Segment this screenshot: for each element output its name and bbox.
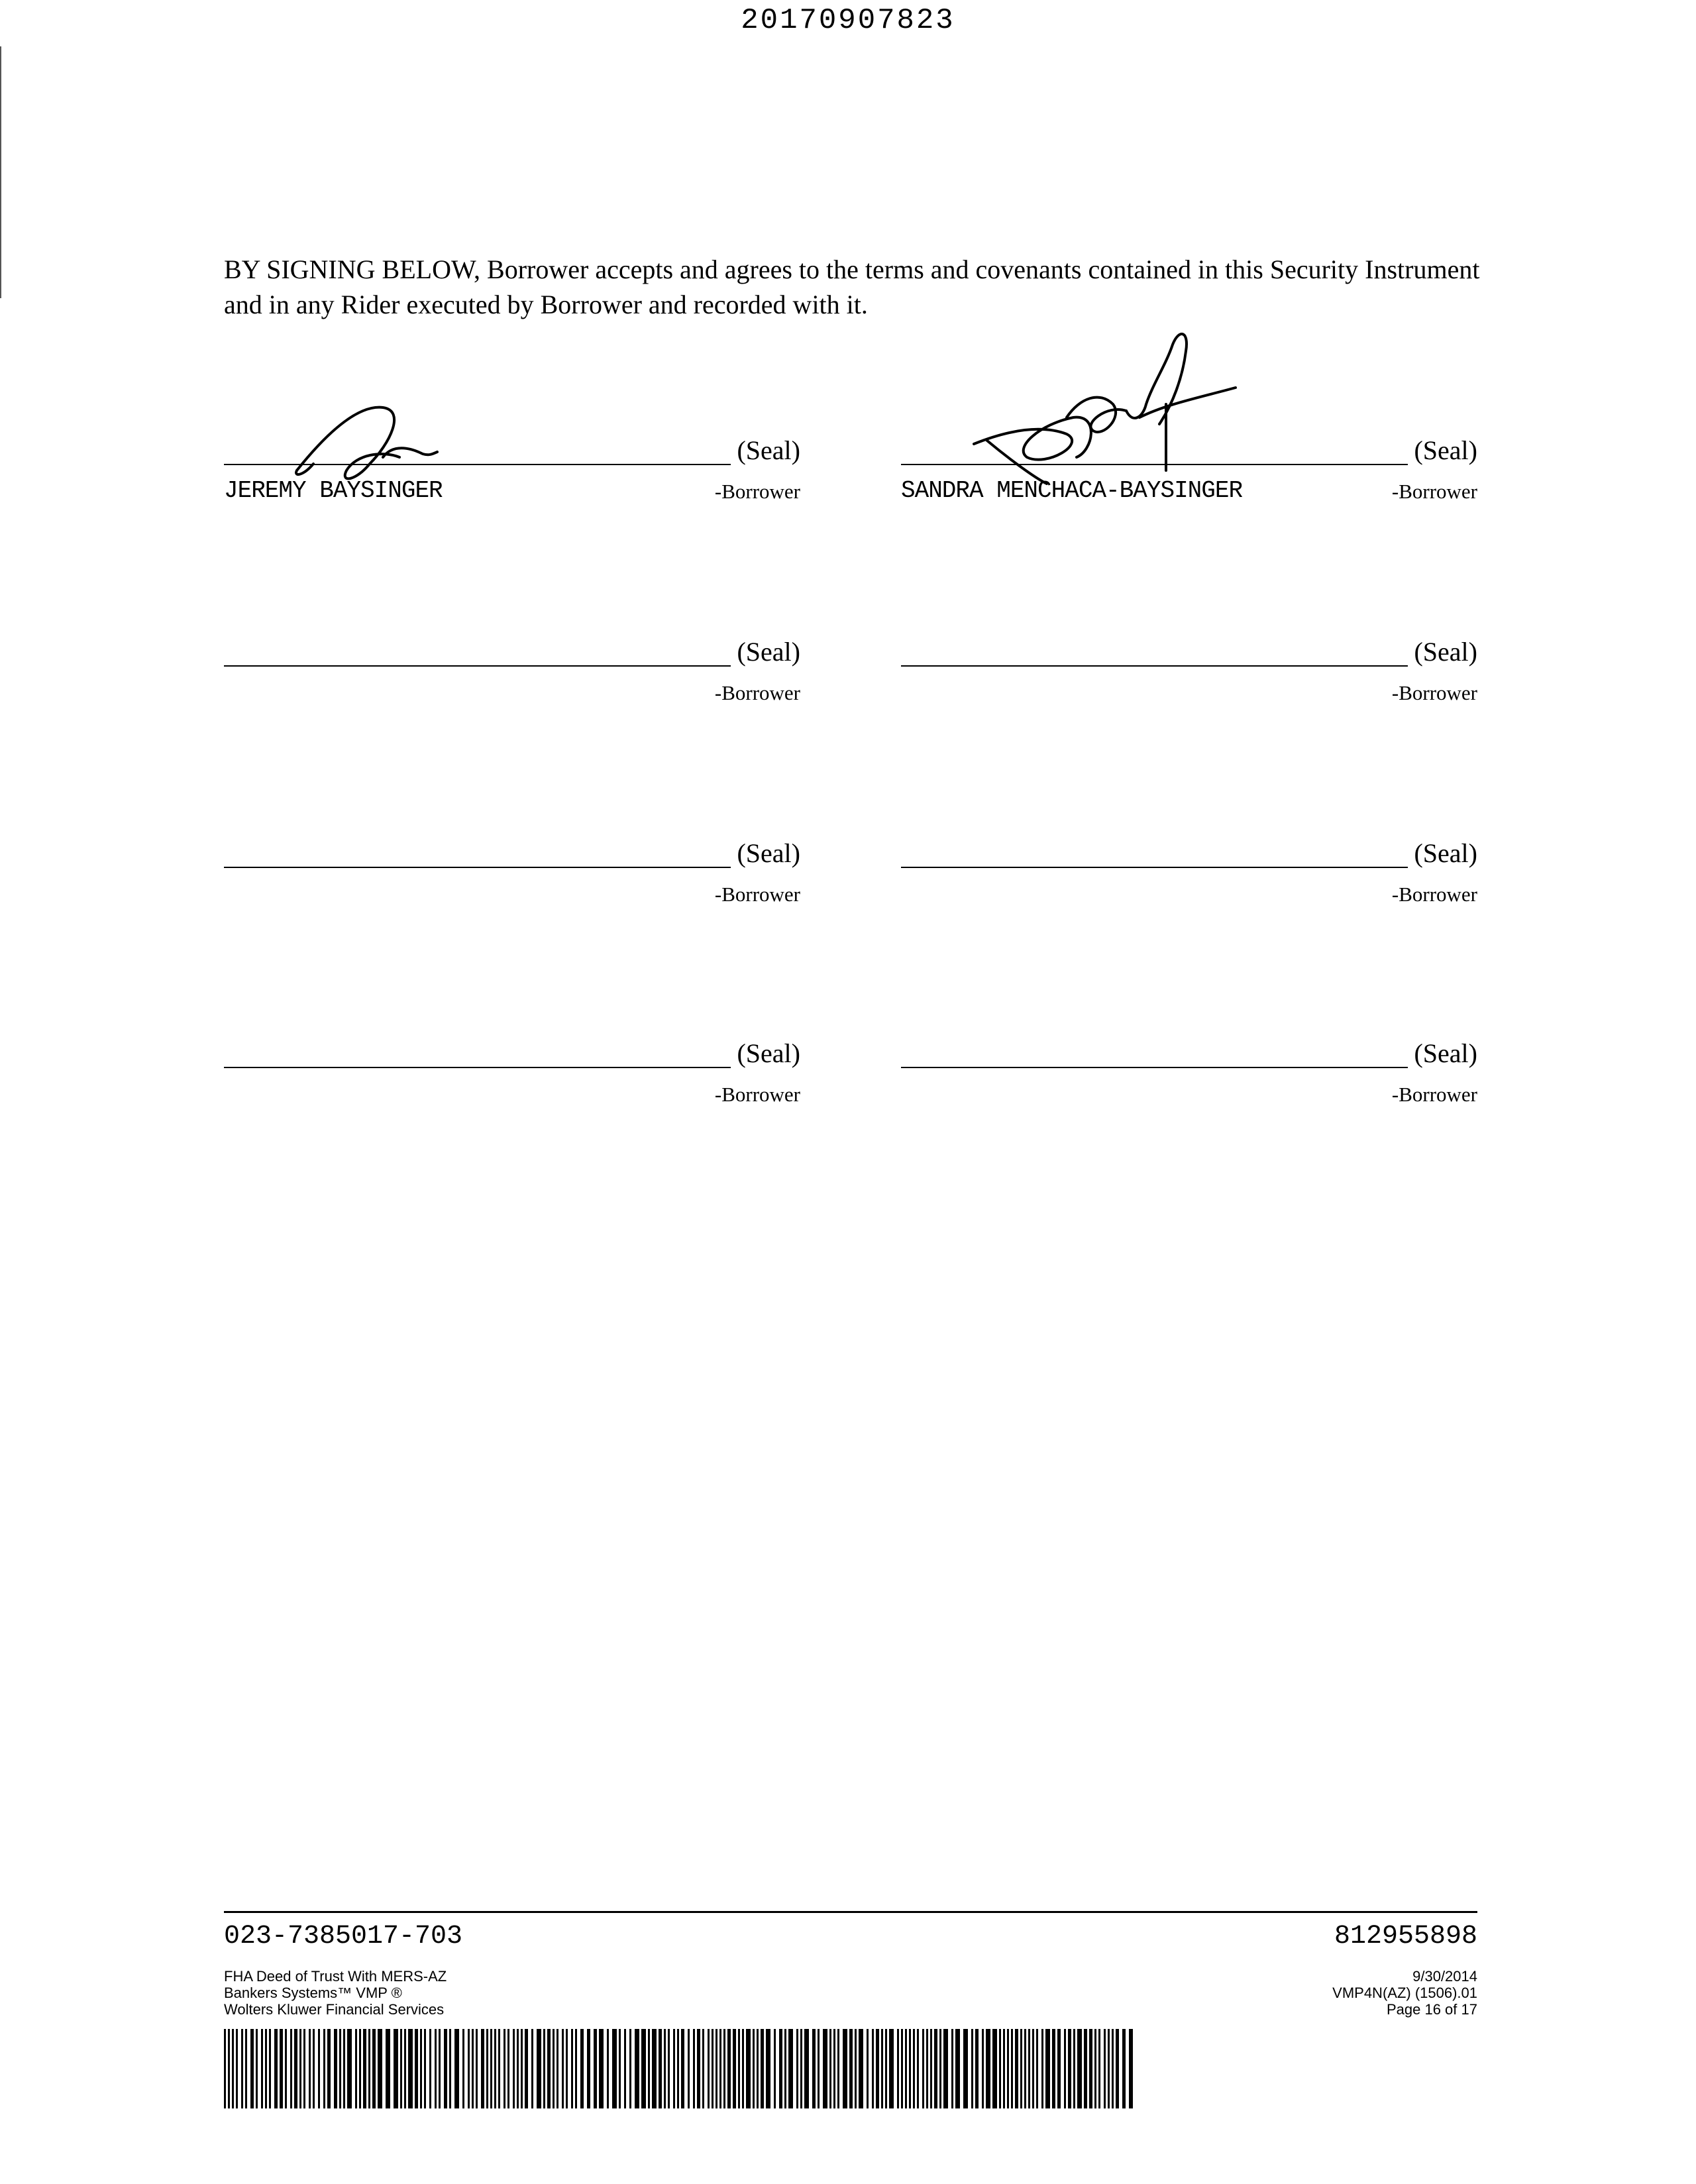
barcode-bar bbox=[818, 2029, 820, 2108]
role-label: -Borrower bbox=[714, 480, 800, 503]
seal-label: (Seal) bbox=[1414, 435, 1477, 465]
barcode-bar bbox=[543, 2029, 545, 2108]
barcode-bar bbox=[1052, 2029, 1055, 2108]
barcode-bar bbox=[299, 2029, 301, 2108]
barcode-bar bbox=[359, 2029, 361, 2108]
signer-name: JEREMY BAYSINGER bbox=[224, 477, 443, 504]
barcode-bar bbox=[444, 2029, 447, 2108]
barcode-bar bbox=[757, 2029, 759, 2108]
barcode-bar bbox=[462, 2029, 464, 2108]
barcode-bar bbox=[580, 2029, 584, 2108]
barcode-bar bbox=[784, 2029, 786, 2108]
barcode-bar bbox=[1020, 2029, 1022, 2108]
barcode-bar bbox=[885, 2029, 887, 2108]
barcode-bar bbox=[702, 2029, 704, 2108]
barcode-bar bbox=[498, 2029, 500, 2108]
barcode-bar bbox=[318, 2029, 320, 2108]
barcode-bar bbox=[521, 2029, 523, 2108]
barcode-bar bbox=[939, 2029, 941, 2108]
barcode-bar bbox=[955, 2029, 960, 2108]
handwritten-signature-1 bbox=[284, 398, 522, 497]
barcode-bar bbox=[269, 2029, 271, 2108]
barcode-bar bbox=[594, 2029, 597, 2108]
seal-label: (Seal) bbox=[1414, 1038, 1477, 1068]
publisher-line: Bankers Systems™ VMP ® bbox=[224, 1985, 402, 2001]
barcode-bar bbox=[648, 2029, 650, 2108]
barcode-bar bbox=[897, 2029, 899, 2108]
barcode-bar bbox=[693, 2029, 695, 2108]
barcode-bar bbox=[408, 2029, 413, 2108]
barcode-bar bbox=[566, 2029, 568, 2108]
company-name: Wolters Kluwer Financial Services bbox=[224, 2001, 445, 2018]
barcode-bar bbox=[556, 2029, 558, 2108]
barcode-bar bbox=[400, 2029, 402, 2108]
recording-number: 20170907823 bbox=[741, 4, 955, 37]
barcode-bar bbox=[652, 2029, 657, 2108]
seal-label: (Seal) bbox=[737, 435, 800, 465]
barcode-bar bbox=[236, 2029, 238, 2108]
barcode-bar bbox=[1064, 2029, 1066, 2108]
barcode-bar bbox=[424, 2029, 426, 2108]
form-info-right bbox=[1332, 1968, 1477, 2018]
barcode-bar bbox=[922, 2029, 924, 2108]
barcode-bar bbox=[833, 2029, 835, 2108]
barcode-bar bbox=[812, 2029, 816, 2108]
barcode-bar bbox=[823, 2029, 827, 2108]
form-date: 9/30/2014 bbox=[1412, 1968, 1477, 1985]
barcode-bar bbox=[1041, 2029, 1043, 2108]
barcode-bar bbox=[339, 2029, 341, 2108]
barcode-bar bbox=[629, 2029, 631, 2108]
barcode-bar bbox=[486, 2029, 488, 2108]
loan-number: 023-7385017-703 bbox=[224, 1922, 463, 1951]
barcode-bar bbox=[454, 2029, 459, 2108]
barcode-bar bbox=[641, 2029, 646, 2108]
seal-label: (Seal) bbox=[1414, 637, 1477, 667]
barcode-bar bbox=[439, 2029, 441, 2108]
barcode-bar bbox=[779, 2029, 782, 2108]
barcode-bar bbox=[241, 2029, 243, 2108]
barcode-bar bbox=[843, 2029, 847, 2108]
barcode-bar bbox=[334, 2029, 337, 2108]
barcode-bar bbox=[986, 2029, 990, 2108]
barcode-bar bbox=[274, 2029, 278, 2108]
barcode-bar bbox=[404, 2029, 406, 2108]
barcode-bar bbox=[313, 2029, 315, 2108]
barcode-bar bbox=[708, 2029, 710, 2108]
barcode-bar bbox=[829, 2029, 831, 2108]
barcode-bar bbox=[494, 2029, 496, 2108]
barcode-bar bbox=[1077, 2029, 1082, 2108]
barcode-bar bbox=[905, 2029, 907, 2108]
barcode-bar bbox=[934, 2029, 937, 2108]
signature-line bbox=[901, 665, 1408, 667]
signature-block-6 bbox=[901, 827, 1477, 926]
barcode bbox=[224, 2029, 1133, 2108]
barcode-bar bbox=[1068, 2029, 1071, 2108]
barcode-bar bbox=[913, 2029, 915, 2108]
form-code: VMP4N(AZ) (1506).01 bbox=[1332, 1985, 1477, 2001]
barcode-bar bbox=[1112, 2029, 1114, 2108]
barcode-bar bbox=[327, 2029, 331, 2108]
barcode-bar bbox=[664, 2029, 666, 2108]
form-info-left bbox=[224, 1968, 447, 2018]
signature-line bbox=[224, 665, 731, 667]
signature-block-1 bbox=[224, 424, 800, 523]
barcode-bar bbox=[746, 2029, 751, 2108]
barcode-bar bbox=[673, 2029, 675, 2108]
barcode-bar bbox=[723, 2029, 725, 2108]
barcode-bar bbox=[727, 2029, 731, 2108]
signature-line bbox=[901, 1067, 1408, 1068]
barcode-bar bbox=[490, 2029, 492, 2108]
barcode-bar bbox=[504, 2029, 505, 2108]
barcode-bar bbox=[347, 2029, 352, 2108]
barcode-bar bbox=[294, 2029, 297, 2108]
barcode-bar bbox=[742, 2029, 744, 2108]
barcode-bar bbox=[872, 2029, 874, 2108]
barcode-bar bbox=[1116, 2029, 1119, 2108]
seal-label: (Seal) bbox=[1414, 838, 1477, 868]
role-label: -Borrower bbox=[714, 883, 800, 906]
barcode-bar bbox=[909, 2029, 911, 2108]
barcode-bar bbox=[951, 2029, 953, 2108]
barcode-bar bbox=[355, 2029, 357, 2108]
barcode-bar bbox=[224, 2029, 226, 2108]
barcode-bar bbox=[1108, 2029, 1110, 2108]
barcode-bar bbox=[372, 2029, 376, 2108]
barcode-bar bbox=[363, 2029, 366, 2108]
barcode-bar bbox=[804, 2029, 809, 2108]
barcode-bar bbox=[881, 2029, 883, 2108]
barcode-bar bbox=[228, 2029, 230, 2108]
barcode-bar bbox=[517, 2029, 519, 2108]
barcode-bar bbox=[472, 2029, 474, 2108]
barcode-bar bbox=[943, 2029, 948, 2108]
role-label: -Borrower bbox=[1391, 883, 1477, 906]
barcode-bar bbox=[429, 2029, 431, 2108]
barcode-bar bbox=[303, 2029, 305, 2108]
barcode-bar bbox=[435, 2029, 437, 2108]
barcode-bar bbox=[901, 2029, 903, 2108]
barcode-bar bbox=[1104, 2029, 1106, 2108]
scan-edge-line bbox=[0, 46, 1, 298]
barcode-bar bbox=[719, 2029, 721, 2108]
barcode-bar bbox=[232, 2029, 234, 2108]
barcode-bar bbox=[537, 2029, 541, 2108]
role-label: -Borrower bbox=[1391, 681, 1477, 704]
barcode-bar bbox=[415, 2029, 418, 2108]
barcode-bar bbox=[1032, 2029, 1034, 2108]
signature-block-5 bbox=[224, 827, 800, 926]
barcode-bar bbox=[796, 2029, 798, 2108]
barcode-bar bbox=[774, 2029, 776, 2108]
role-label: -Borrower bbox=[714, 1083, 800, 1106]
barcode-bar bbox=[963, 2029, 968, 2108]
barcode-bar bbox=[1098, 2029, 1100, 2108]
barcode-bar bbox=[788, 2029, 793, 2108]
footer-divider bbox=[224, 1911, 1477, 1913]
barcode-bar bbox=[368, 2029, 370, 2108]
barcode-bar bbox=[716, 2029, 717, 2108]
barcode-bar bbox=[531, 2029, 533, 2108]
barcode-bar bbox=[1084, 2029, 1087, 2108]
form-title: FHA Deed of Trust With MERS-AZ bbox=[224, 1968, 447, 1985]
barcode-bar bbox=[635, 2029, 639, 2108]
barcode-bar bbox=[975, 2029, 979, 2108]
barcode-bar bbox=[250, 2029, 254, 2108]
barcode-bar bbox=[837, 2029, 839, 2108]
barcode-bar bbox=[587, 2029, 590, 2108]
barcode-bar bbox=[926, 2029, 928, 2108]
barcode-bar bbox=[1011, 2029, 1013, 2108]
barcode-bar bbox=[889, 2029, 894, 2108]
seal-label: (Seal) bbox=[737, 838, 800, 868]
seal-label: (Seal) bbox=[737, 637, 800, 667]
barcode-bar bbox=[553, 2029, 555, 2108]
barcode-bar bbox=[738, 2029, 740, 2108]
barcode-bar bbox=[323, 2029, 325, 2108]
barcode-bar bbox=[285, 2029, 287, 2108]
role-label: -Borrower bbox=[714, 681, 800, 704]
barcode-bar bbox=[449, 2029, 451, 2108]
barcode-bar bbox=[245, 2029, 247, 2108]
barcode-bar bbox=[624, 2029, 626, 2108]
barcode-bar bbox=[513, 2029, 515, 2108]
barcode-bar bbox=[1028, 2029, 1030, 2108]
barcode-bar bbox=[1024, 2029, 1026, 2108]
barcode-bar bbox=[849, 2029, 853, 2108]
signature-block-7 bbox=[224, 1027, 800, 1126]
barcode-bar bbox=[507, 2029, 509, 2108]
barcode-bar bbox=[855, 2029, 857, 2108]
barcode-bar bbox=[1003, 2029, 1005, 2108]
barcode-bar bbox=[1073, 2029, 1075, 2108]
role-label: -Borrower bbox=[1391, 480, 1477, 503]
barcode-bar bbox=[668, 2029, 670, 2108]
barcode-bar bbox=[547, 2029, 551, 2108]
min-number: 812955898 bbox=[1334, 1922, 1477, 1951]
barcode-bar bbox=[394, 2029, 398, 2108]
barcode-bar bbox=[599, 2029, 604, 2108]
barcode-bar bbox=[733, 2029, 736, 2108]
barcode-bar bbox=[766, 2029, 770, 2108]
intro-paragraph: BY SIGNING BELOW, Borrower accepts and agrees to the terms and covenants contained in this Security Instrument and in any Rider executed by Borrower and recorded with it. bbox=[224, 254, 1480, 319]
barcode-bar bbox=[761, 2029, 764, 2108]
barcode-bar bbox=[562, 2029, 564, 2108]
barcode-bar bbox=[261, 2029, 263, 2108]
signature-block-4 bbox=[901, 626, 1477, 725]
barcode-bar bbox=[1015, 2029, 1018, 2108]
barcode-bar bbox=[859, 2029, 863, 2108]
barcode-bar bbox=[280, 2029, 283, 2108]
barcode-bar bbox=[619, 2029, 621, 2108]
signature-block-2 bbox=[901, 424, 1477, 523]
barcode-bar bbox=[607, 2029, 609, 2108]
barcode-bar bbox=[1129, 2029, 1133, 2108]
barcode-bar bbox=[256, 2029, 258, 2108]
barcode-bar bbox=[867, 2029, 869, 2108]
signature-block-3 bbox=[224, 626, 800, 725]
barcode-bar bbox=[930, 2029, 932, 2108]
barcode-bar bbox=[343, 2029, 345, 2108]
signature-line bbox=[224, 867, 731, 868]
barcode-bar bbox=[525, 2029, 528, 2108]
signature-line bbox=[224, 1067, 731, 1068]
role-label: -Borrower bbox=[1391, 1083, 1477, 1106]
barcode-bar bbox=[697, 2029, 700, 2108]
barcode-bar bbox=[681, 2029, 684, 2108]
barcode-bar bbox=[571, 2029, 573, 2108]
seal-label: (Seal) bbox=[737, 1038, 800, 1068]
barcode-bar bbox=[575, 2029, 577, 2108]
signature-line bbox=[901, 867, 1408, 868]
barcode-bar bbox=[378, 2029, 382, 2108]
barcode-bar bbox=[753, 2029, 755, 2108]
barcode-bar bbox=[1122, 2029, 1126, 2108]
barcode-bar bbox=[992, 2029, 997, 2108]
barcode-bar bbox=[999, 2029, 1001, 2108]
barcode-bar bbox=[386, 2029, 390, 2108]
barcode-bar bbox=[917, 2029, 919, 2108]
barcode-bar bbox=[800, 2029, 802, 2108]
barcode-bar bbox=[290, 2029, 292, 2108]
barcode-bar bbox=[481, 2029, 484, 2108]
barcode-bar bbox=[476, 2029, 478, 2108]
barcode-bar bbox=[265, 2029, 267, 2108]
barcode-bar bbox=[1089, 2029, 1092, 2108]
barcode-bar bbox=[1007, 2029, 1009, 2108]
barcode-bar bbox=[688, 2029, 690, 2108]
barcode-bar bbox=[1057, 2029, 1061, 2108]
barcode-bar bbox=[420, 2029, 422, 2108]
barcode-bar bbox=[309, 2029, 311, 2108]
barcode-bar bbox=[468, 2029, 470, 2108]
barcode-bar bbox=[659, 2029, 662, 2108]
barcode-bar bbox=[677, 2029, 679, 2108]
barcode-bar bbox=[1045, 2029, 1050, 2108]
page-label: Page 16 of 17 bbox=[1386, 2001, 1477, 2018]
barcode-bar bbox=[876, 2029, 879, 2108]
handwritten-signature-2 bbox=[967, 325, 1246, 504]
barcode-bar bbox=[971, 2029, 973, 2108]
barcode-bar bbox=[1036, 2029, 1038, 2108]
signer-name: SANDRA MENCHACA-BAYSINGER bbox=[901, 477, 1243, 504]
signature-block-8 bbox=[901, 1027, 1477, 1126]
barcode-bar bbox=[712, 2029, 714, 2108]
barcode-bar bbox=[612, 2029, 617, 2108]
barcode-bar bbox=[982, 2029, 984, 2108]
barcode-bar bbox=[1094, 2029, 1096, 2108]
